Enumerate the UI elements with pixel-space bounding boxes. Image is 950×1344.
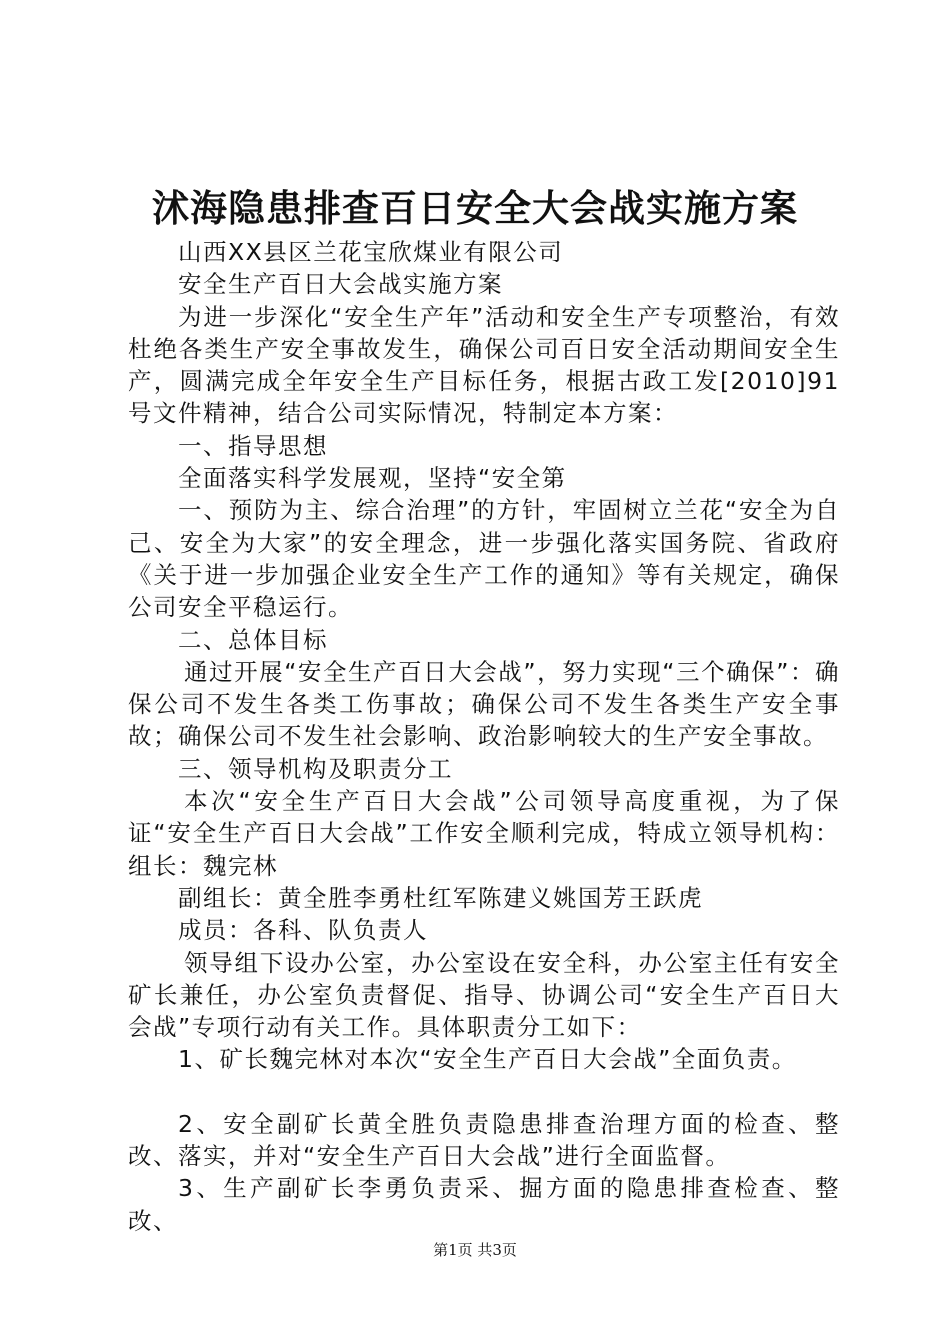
paragraph-members: 成员：各科、队负责人: [178, 916, 428, 945]
paragraph-guiding-2: 一、预防为主、综合治理”的方针，牢固树立兰花“安全为自己、安全为大家”的安全理念，进一步强化落实国务院、省政府《关于进一步加强企业安全生产工作的通知》等有关规定，确保公司安全平稳运行。: [128, 496, 840, 622]
document-title: 沭海隐患排查百日安全大会战实施方案: [152, 186, 798, 230]
plan-subtitle: 安全生产百日大会战实施方案: [178, 270, 503, 299]
paragraph-guiding-1: 全面落实科学发展观，坚持“安全第: [178, 464, 567, 493]
intro-paragraph: 为进一步深化“安全生产年”活动和安全生产专项整治，有效杜绝各类生产安全事故发生，确保公司百日安全活动期间安全生产，圆满完成全年安全生产目标任务，根据古政工发[2010]91号文件精神，结合公司实际情况，特制定本方案：: [128, 302, 840, 428]
document-body: [128, 236, 840, 1237]
paragraph-leadership: 本次“安全生产百日大会战”公司领导高度重视，为了保证“安全生产百日大会战”工作安全顺利完成，特成立领导机构：组长：魏完林: [128, 787, 840, 880]
company-name: 山西XX县区兰花宝欣煤业有限公司: [178, 238, 564, 266]
duty-item-3: 3、生产副矿长李勇负责采、掘方面的隐患排查检查、整改、: [128, 1174, 840, 1235]
section-heading-2: 二、总体目标: [178, 625, 328, 654]
duty-item-1: 1、矿长魏完林对本次“安全生产百日大会战”全面负责。: [178, 1045, 797, 1074]
paragraph-goals: 通过开展“安全生产百日大会战”，努力实现“三个确保”：确保公司不发生各类工伤事故；确保公司不发生各类生产安全事故；确保公司不发生社会影响、政治影响较大的生产安全事故。: [128, 657, 840, 751]
section-heading-3: 三、领导机构及职责分工: [178, 754, 453, 783]
paragraph-office: 领导组下设办公室，办公室设在安全科，办公室主任有安全矿长兼任，办公室负责督促、指导、协调公司“安全生产百日大会战”专项行动有关工作。具体职责分工如下：: [128, 948, 840, 1042]
page-number-footer: 第1页 共3页: [433, 1241, 517, 1259]
section-heading-1: 一、指导思想: [178, 431, 328, 460]
blank-line: [128, 1076, 840, 1108]
duty-item-2: 2、安全副矿长黄全胜负责隐患排查治理方面的检查、整改、落实，并对“安全生产百日大会战”进行全面监督。: [128, 1109, 840, 1171]
paragraph-deputy-leaders: 副组长：黄全胜李勇杜红军陈建义姚国芳王跃虎: [178, 883, 703, 912]
